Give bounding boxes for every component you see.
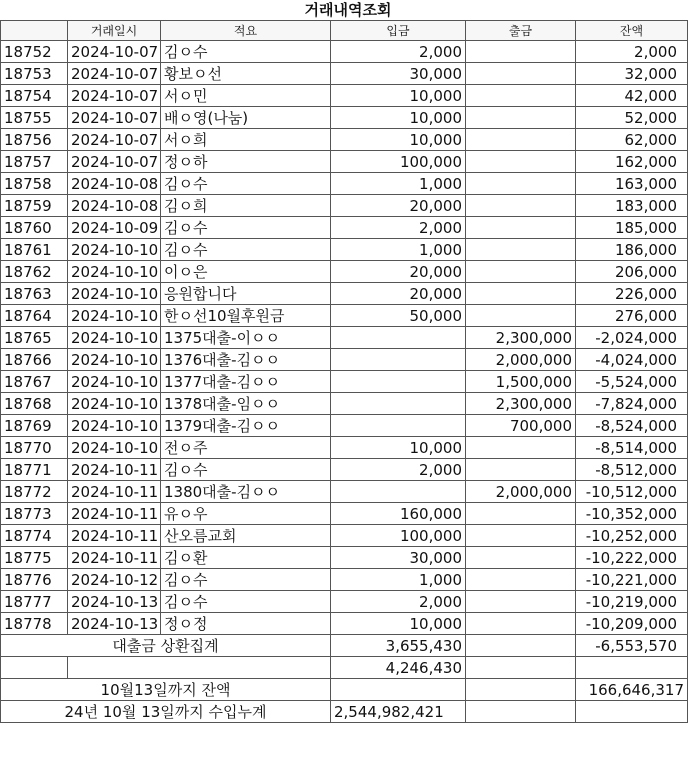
row-description: 김ㅇ수 [161, 239, 331, 261]
row-description: 정ㅇ하 [161, 151, 331, 173]
row-date: 2024-10-10 [68, 327, 161, 349]
row-date: 2024-10-11 [68, 459, 161, 481]
loan-summary-balance: -6,553,570 [576, 635, 688, 657]
row-description: 김ㅇ수 [161, 591, 331, 613]
row-id: 18758 [1, 173, 68, 195]
row-withdrawal [466, 195, 576, 217]
row-id: 18762 [1, 261, 68, 283]
row-deposit: 100,000 [331, 151, 466, 173]
row-balance: -2,024,000 [576, 327, 688, 349]
row-date: 2024-10-13 [68, 613, 161, 635]
row-description: 김ㅇ환 [161, 547, 331, 569]
row-description: 김ㅇ수 [161, 569, 331, 591]
row-balance: -10,219,000 [576, 591, 688, 613]
row-balance: -10,352,000 [576, 503, 688, 525]
row-balance: 52,000 [576, 107, 688, 129]
row-description: 1376대출-김ㅇㅇ [161, 349, 331, 371]
row-balance: -10,252,000 [576, 525, 688, 547]
subtotal-value: 4,246,430 [331, 657, 466, 679]
row-id: 18756 [1, 129, 68, 151]
table-row [1, 107, 688, 129]
row-withdrawal [466, 63, 576, 85]
row-date: 2024-10-07 [68, 129, 161, 151]
row-description: 김ㅇ수 [161, 459, 331, 481]
table-row [1, 569, 688, 591]
row-description: 정ㅇ정 [161, 613, 331, 635]
table-row [1, 85, 688, 107]
row-deposit: 10,000 [331, 613, 466, 635]
row-id: 18755 [1, 107, 68, 129]
row-withdrawal [466, 151, 576, 173]
row-date: 2024-10-08 [68, 173, 161, 195]
row-balance: -10,512,000 [576, 481, 688, 503]
row-date: 2024-10-11 [68, 525, 161, 547]
row-description: 김ㅇ희 [161, 195, 331, 217]
row-description: 1378대출-임ㅇㅇ [161, 393, 331, 415]
row-date: 2024-10-10 [68, 393, 161, 415]
row-withdrawal [466, 173, 576, 195]
row-description: 1380대출-김ㅇㅇ [161, 481, 331, 503]
row-description: 배ㅇ영(나눔) [161, 107, 331, 129]
row-description: 김ㅇ수 [161, 173, 331, 195]
row-balance: -10,221,000 [576, 569, 688, 591]
row-withdrawal [466, 569, 576, 591]
loan-summary-label: 대출금 상환집계 [1, 635, 331, 657]
header-withdrawal: 출금 [466, 21, 576, 41]
row-date: 2024-10-10 [68, 371, 161, 393]
table-row [1, 591, 688, 613]
row-withdrawal [466, 305, 576, 327]
row-deposit: 10,000 [331, 85, 466, 107]
table-row [1, 613, 688, 635]
row-withdrawal [466, 85, 576, 107]
table-row [1, 239, 688, 261]
row-date: 2024-10-10 [68, 349, 161, 371]
row-withdrawal: 2,300,000 [466, 327, 576, 349]
table-row [1, 217, 688, 239]
row-id: 18770 [1, 437, 68, 459]
balance-row [1, 679, 688, 701]
row-deposit: 1,000 [331, 239, 466, 261]
row-id: 18767 [1, 371, 68, 393]
row-balance: 186,000 [576, 239, 688, 261]
row-deposit: 1,000 [331, 569, 466, 591]
row-balance: 162,000 [576, 151, 688, 173]
row-deposit: 2,000 [331, 41, 466, 63]
row-date: 2024-10-10 [68, 283, 161, 305]
row-id: 18757 [1, 151, 68, 173]
table-row [1, 503, 688, 525]
row-description: 산오름교회 [161, 525, 331, 547]
cumulative-label: 24년 10월 13일까지 수입누계 [1, 701, 331, 723]
row-deposit: 2,000 [331, 459, 466, 481]
row-id: 18772 [1, 481, 68, 503]
row-id: 18759 [1, 195, 68, 217]
row-deposit: 10,000 [331, 129, 466, 151]
header-id [1, 21, 68, 41]
row-description: 1379대출-김ㅇㅇ [161, 415, 331, 437]
page-title: 거래내역조회 [304, 1, 392, 19]
row-withdrawal [466, 283, 576, 305]
row-id: 18778 [1, 613, 68, 635]
row-description: 황보ㅇ선 [161, 63, 331, 85]
row-withdrawal [466, 591, 576, 613]
row-date: 2024-10-10 [68, 437, 161, 459]
row-description: 서ㅇ희 [161, 129, 331, 151]
table-row [1, 327, 688, 349]
row-withdrawal [466, 437, 576, 459]
row-balance: 226,000 [576, 283, 688, 305]
row-date: 2024-10-10 [68, 305, 161, 327]
row-balance: 183,000 [576, 195, 688, 217]
row-deposit: 30,000 [331, 63, 466, 85]
row-deposit: 20,000 [331, 195, 466, 217]
table-row [1, 173, 688, 195]
table-row [1, 459, 688, 481]
header-row [1, 21, 688, 41]
table-row [1, 371, 688, 393]
row-withdrawal [466, 217, 576, 239]
row-balance: 276,000 [576, 305, 688, 327]
row-date: 2024-10-11 [68, 547, 161, 569]
row-date: 2024-10-08 [68, 195, 161, 217]
row-balance: 2,000 [576, 41, 688, 63]
row-description: 1375대출-이ㅇㅇ [161, 327, 331, 349]
row-description: 응원합니다 [161, 283, 331, 305]
row-withdrawal: 1,500,000 [466, 371, 576, 393]
row-date: 2024-10-07 [68, 41, 161, 63]
balance-value: 166,646,317 [576, 679, 688, 701]
row-withdrawal: 2,000,000 [466, 349, 576, 371]
row-date: 2024-10-11 [68, 503, 161, 525]
row-deposit: 30,000 [331, 547, 466, 569]
row-deposit [331, 393, 466, 415]
table-row [1, 547, 688, 569]
row-id: 18753 [1, 63, 68, 85]
row-deposit [331, 415, 466, 437]
row-date: 2024-10-13 [68, 591, 161, 613]
row-description: 이ㅇ은 [161, 261, 331, 283]
row-description: 유ㅇ우 [161, 503, 331, 525]
header-description: 적요 [161, 21, 331, 41]
row-id: 18775 [1, 547, 68, 569]
row-withdrawal: 2,300,000 [466, 393, 576, 415]
row-withdrawal [466, 129, 576, 151]
row-balance: -10,209,000 [576, 613, 688, 635]
row-description: 한ㅇ선10월후원금 [161, 305, 331, 327]
header-date: 거래일시 [68, 21, 161, 41]
row-deposit [331, 327, 466, 349]
table-row [1, 525, 688, 547]
row-description: 서ㅇ민 [161, 85, 331, 107]
row-balance: 32,000 [576, 63, 688, 85]
row-withdrawal [466, 613, 576, 635]
transaction-table [0, 20, 688, 723]
row-withdrawal [466, 239, 576, 261]
row-deposit: 100,000 [331, 525, 466, 547]
row-balance: 42,000 [576, 85, 688, 107]
row-description: 1377대출-김ㅇㅇ [161, 371, 331, 393]
row-withdrawal: 700,000 [466, 415, 576, 437]
table-row [1, 41, 688, 63]
header-deposit: 입금 [331, 21, 466, 41]
loan-summary-row [1, 635, 688, 657]
table-row [1, 393, 688, 415]
row-withdrawal [466, 503, 576, 525]
loan-summary-deposit: 3,655,430 [331, 635, 466, 657]
row-deposit: 20,000 [331, 283, 466, 305]
row-balance: 206,000 [576, 261, 688, 283]
row-withdrawal [466, 547, 576, 569]
row-date: 2024-10-09 [68, 217, 161, 239]
row-deposit: 160,000 [331, 503, 466, 525]
row-balance: 185,000 [576, 217, 688, 239]
row-id: 18754 [1, 85, 68, 107]
table-row [1, 261, 688, 283]
row-date: 2024-10-07 [68, 63, 161, 85]
table-row [1, 283, 688, 305]
row-date: 2024-10-10 [68, 415, 161, 437]
row-id: 18769 [1, 415, 68, 437]
row-withdrawal: 2,000,000 [466, 481, 576, 503]
row-id: 18765 [1, 327, 68, 349]
row-date: 2024-10-07 [68, 151, 161, 173]
row-balance: 163,000 [576, 173, 688, 195]
row-id: 18763 [1, 283, 68, 305]
row-withdrawal [466, 41, 576, 63]
row-date: 2024-10-12 [68, 569, 161, 591]
row-deposit: 2,000 [331, 591, 466, 613]
row-description: 김ㅇ수 [161, 41, 331, 63]
row-deposit: 20,000 [331, 261, 466, 283]
row-deposit: 10,000 [331, 107, 466, 129]
cumulative-value: 2,544,982,421 [331, 701, 466, 723]
row-withdrawal [466, 525, 576, 547]
row-id: 18761 [1, 239, 68, 261]
table-row [1, 129, 688, 151]
row-id: 18764 [1, 305, 68, 327]
row-description: 김ㅇ수 [161, 217, 331, 239]
table-row [1, 437, 688, 459]
row-deposit: 10,000 [331, 437, 466, 459]
row-id: 18752 [1, 41, 68, 63]
row-withdrawal [466, 459, 576, 481]
row-id: 18768 [1, 393, 68, 415]
table-row [1, 63, 688, 85]
cumulative-row [1, 701, 688, 723]
row-id: 18766 [1, 349, 68, 371]
table-row [1, 195, 688, 217]
row-description: 전ㅇ주 [161, 437, 331, 459]
row-deposit [331, 481, 466, 503]
table-row [1, 415, 688, 437]
subtotal-row [1, 657, 688, 679]
row-id: 18773 [1, 503, 68, 525]
row-balance: 62,000 [576, 129, 688, 151]
row-date: 2024-10-11 [68, 481, 161, 503]
row-balance: -10,222,000 [576, 547, 688, 569]
row-deposit [331, 371, 466, 393]
row-deposit: 1,000 [331, 173, 466, 195]
row-deposit: 2,000 [331, 217, 466, 239]
row-id: 18777 [1, 591, 68, 613]
header-balance: 잔액 [576, 21, 688, 41]
row-id: 18760 [1, 217, 68, 239]
row-balance: -8,512,000 [576, 459, 688, 481]
row-id: 18776 [1, 569, 68, 591]
row-balance: -4,024,000 [576, 349, 688, 371]
row-balance: -5,524,000 [576, 371, 688, 393]
row-withdrawal [466, 107, 576, 129]
row-deposit [331, 349, 466, 371]
table-row [1, 305, 688, 327]
table-row [1, 349, 688, 371]
row-id: 18771 [1, 459, 68, 481]
row-id: 18774 [1, 525, 68, 547]
row-deposit: 50,000 [331, 305, 466, 327]
row-date: 2024-10-10 [68, 261, 161, 283]
row-date: 2024-10-07 [68, 107, 161, 129]
row-balance: -8,524,000 [576, 415, 688, 437]
row-date: 2024-10-10 [68, 239, 161, 261]
row-balance: -7,824,000 [576, 393, 688, 415]
row-date: 2024-10-07 [68, 85, 161, 107]
table-row [1, 481, 688, 503]
row-balance: -8,514,000 [576, 437, 688, 459]
table-row [1, 151, 688, 173]
balance-label: 10월13일까지 잔액 [1, 679, 331, 701]
row-withdrawal [466, 261, 576, 283]
